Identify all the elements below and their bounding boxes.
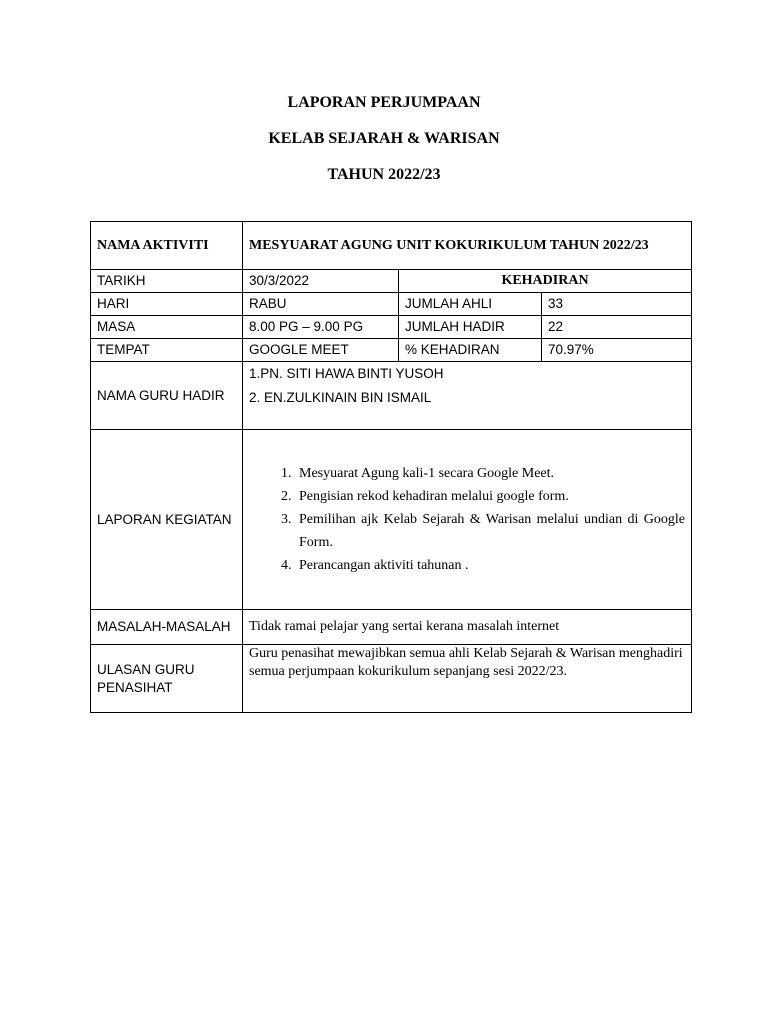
guru-item: 1.PN. SITI HAWA BINTI YUSOH bbox=[249, 366, 444, 381]
nama-guru-list bbox=[243, 362, 692, 430]
masa-label: MASA bbox=[91, 316, 243, 339]
ulasan-value: Guru penasihat mewajibkan semua ahli Kelab Sejarah & Warisan menghadiri semua perjumpaan kokurikulum sepanjang sesi 2022/23. bbox=[243, 645, 692, 713]
jumlah-ahli-label: JUMLAH AHLI bbox=[399, 293, 542, 316]
hari-value: RABU bbox=[243, 293, 399, 316]
row-nama-aktiviti bbox=[91, 222, 692, 270]
peratus-kehadiran-value: 70.97% bbox=[542, 339, 692, 362]
jumlah-ahli-value: 33 bbox=[542, 293, 692, 316]
list-item: 2. Pengisian rekod kehadiran melalui google form. bbox=[295, 485, 685, 508]
tarikh-label: TARIKH bbox=[91, 270, 243, 293]
ulasan-label: ULASAN GURU PENASIHAT bbox=[91, 645, 243, 713]
tempat-value: GOOGLE MEET bbox=[243, 339, 399, 362]
nama-aktiviti-label: NAMA AKTIVITI bbox=[91, 222, 243, 270]
report-table bbox=[90, 221, 692, 713]
row-masalah bbox=[91, 610, 692, 645]
jumlah-hadir-label: JUMLAH HADIR bbox=[399, 316, 542, 339]
jumlah-hadir-value: 22 bbox=[542, 316, 692, 339]
row-laporan-kegiatan bbox=[91, 430, 692, 610]
nama-aktiviti-value: MESYUARAT AGUNG UNIT KOKURIKULUM TAHUN 2022/23 bbox=[243, 222, 692, 270]
peratus-kehadiran-label: % KEHADIRAN bbox=[399, 339, 542, 362]
list-item: 3. Pemilihan ajk Kelab Sejarah & Warisan melalui undian di Google Form. bbox=[295, 508, 685, 554]
nama-guru-label: NAMA GURU HADIR bbox=[91, 362, 243, 430]
report-year: TAHUN 2022/23 bbox=[327, 166, 441, 183]
row-nama-guru bbox=[91, 362, 692, 430]
report-title: LAPORAN PERJUMPAAN bbox=[287, 94, 481, 111]
list-item: 1. Mesyuarat Agung kali-1 secara Google Meet. bbox=[295, 462, 685, 485]
kehadiran-header: KEHADIRAN bbox=[399, 270, 692, 293]
masalah-value: Tidak ramai pelajar yang sertai kerana masalah internet bbox=[243, 610, 692, 645]
club-name: KELAB SEJARAH & WARISAN bbox=[268, 130, 500, 147]
document-header bbox=[0, 88, 768, 196]
tempat-label: TEMPAT bbox=[91, 339, 243, 362]
row-tempat bbox=[91, 339, 692, 362]
guru-item: 2. EN.ZULKINAIN BIN ISMAIL bbox=[249, 390, 432, 405]
row-hari bbox=[91, 293, 692, 316]
row-ulasan bbox=[91, 645, 692, 713]
tarikh-value: 30/3/2022 bbox=[243, 270, 399, 293]
laporan-kegiatan-list bbox=[243, 430, 692, 610]
list-item: 4. Perancangan aktiviti tahunan . bbox=[295, 554, 685, 577]
row-tarikh bbox=[91, 270, 692, 293]
laporan-kegiatan-label: LAPORAN KEGIATAN bbox=[91, 430, 243, 610]
hari-label: HARI bbox=[91, 293, 243, 316]
masa-value: 8.00 PG – 9.00 PG bbox=[243, 316, 399, 339]
masalah-label: MASALAH-MASALAH bbox=[91, 610, 243, 645]
row-masa bbox=[91, 316, 692, 339]
